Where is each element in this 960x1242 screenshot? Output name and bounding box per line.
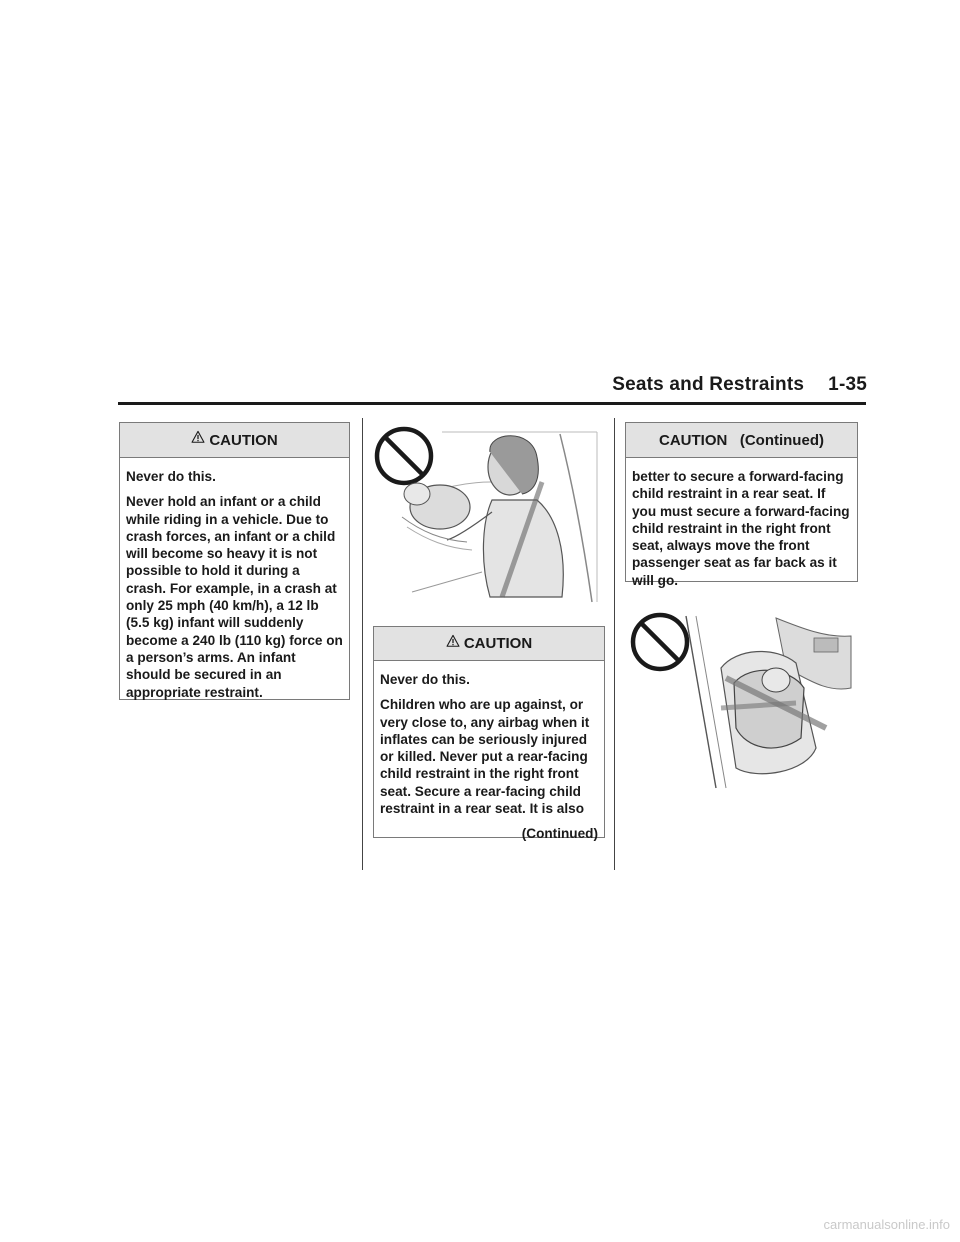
caution-title: CAUTION (Continued) [659,431,824,449]
caution-body [626,458,857,597]
header-rule [118,402,866,405]
caution-title: CAUTION [463,635,533,652]
illustration-rear-facing-seat [626,608,858,790]
caution-body [374,661,604,851]
column-divider-left [362,418,363,870]
caution-paragraph: better to secure a forward-facing child restraint in a rear seat. If you must secure a forward-facing child restraint in the right front seat, always move the front passenger seat as far back as it will go. [632,469,850,588]
page-header [587,374,867,396]
footer-watermark: carmanualsonline.info [823,1217,950,1232]
continued-label: (Continued) [521,826,598,842]
page-number: 1-35 [828,374,867,395]
caution-header [374,627,604,661]
column-divider-right [614,418,615,870]
caution-box-airbag [373,626,605,842]
caution-paragraph: Never do this. [380,672,470,687]
caution-box-infant [119,422,350,700]
caution-body [120,458,349,709]
caution-paragraph: Never hold an infant or a child while riding in a vehicle. Due to crash forces, an infant or a child will become so heavy it is not possible to hold it during a crash. For example, in a crash at only 25 mph (40 km/h), a 12 lb (5.5 kg) infant will suddenly become a 240 lb (110 kg) force on a person’s arms. An infant should be secured in an appropriate restraint. [126,494,343,700]
caution-paragraph: Children who are up against, or very close to, any airbag when it inflates can be seriously injured or killed. Never put a rear-facing child restraint in the right front seat. Secure a rear-facing child restraint in a rear seat. It is also [380,697,590,817]
caution-paragraph: Never do this. [126,469,216,484]
warning-triangle-icon [191,430,205,444]
illustration-infant-held-airbag [372,422,604,608]
caution-title: CAUTION [209,431,278,449]
caution-header [626,423,857,458]
caution-box-continued [625,422,858,588]
caution-header [120,423,349,458]
section-title: Seats and Restraints [612,374,805,395]
warning-triangle-icon [446,634,460,648]
